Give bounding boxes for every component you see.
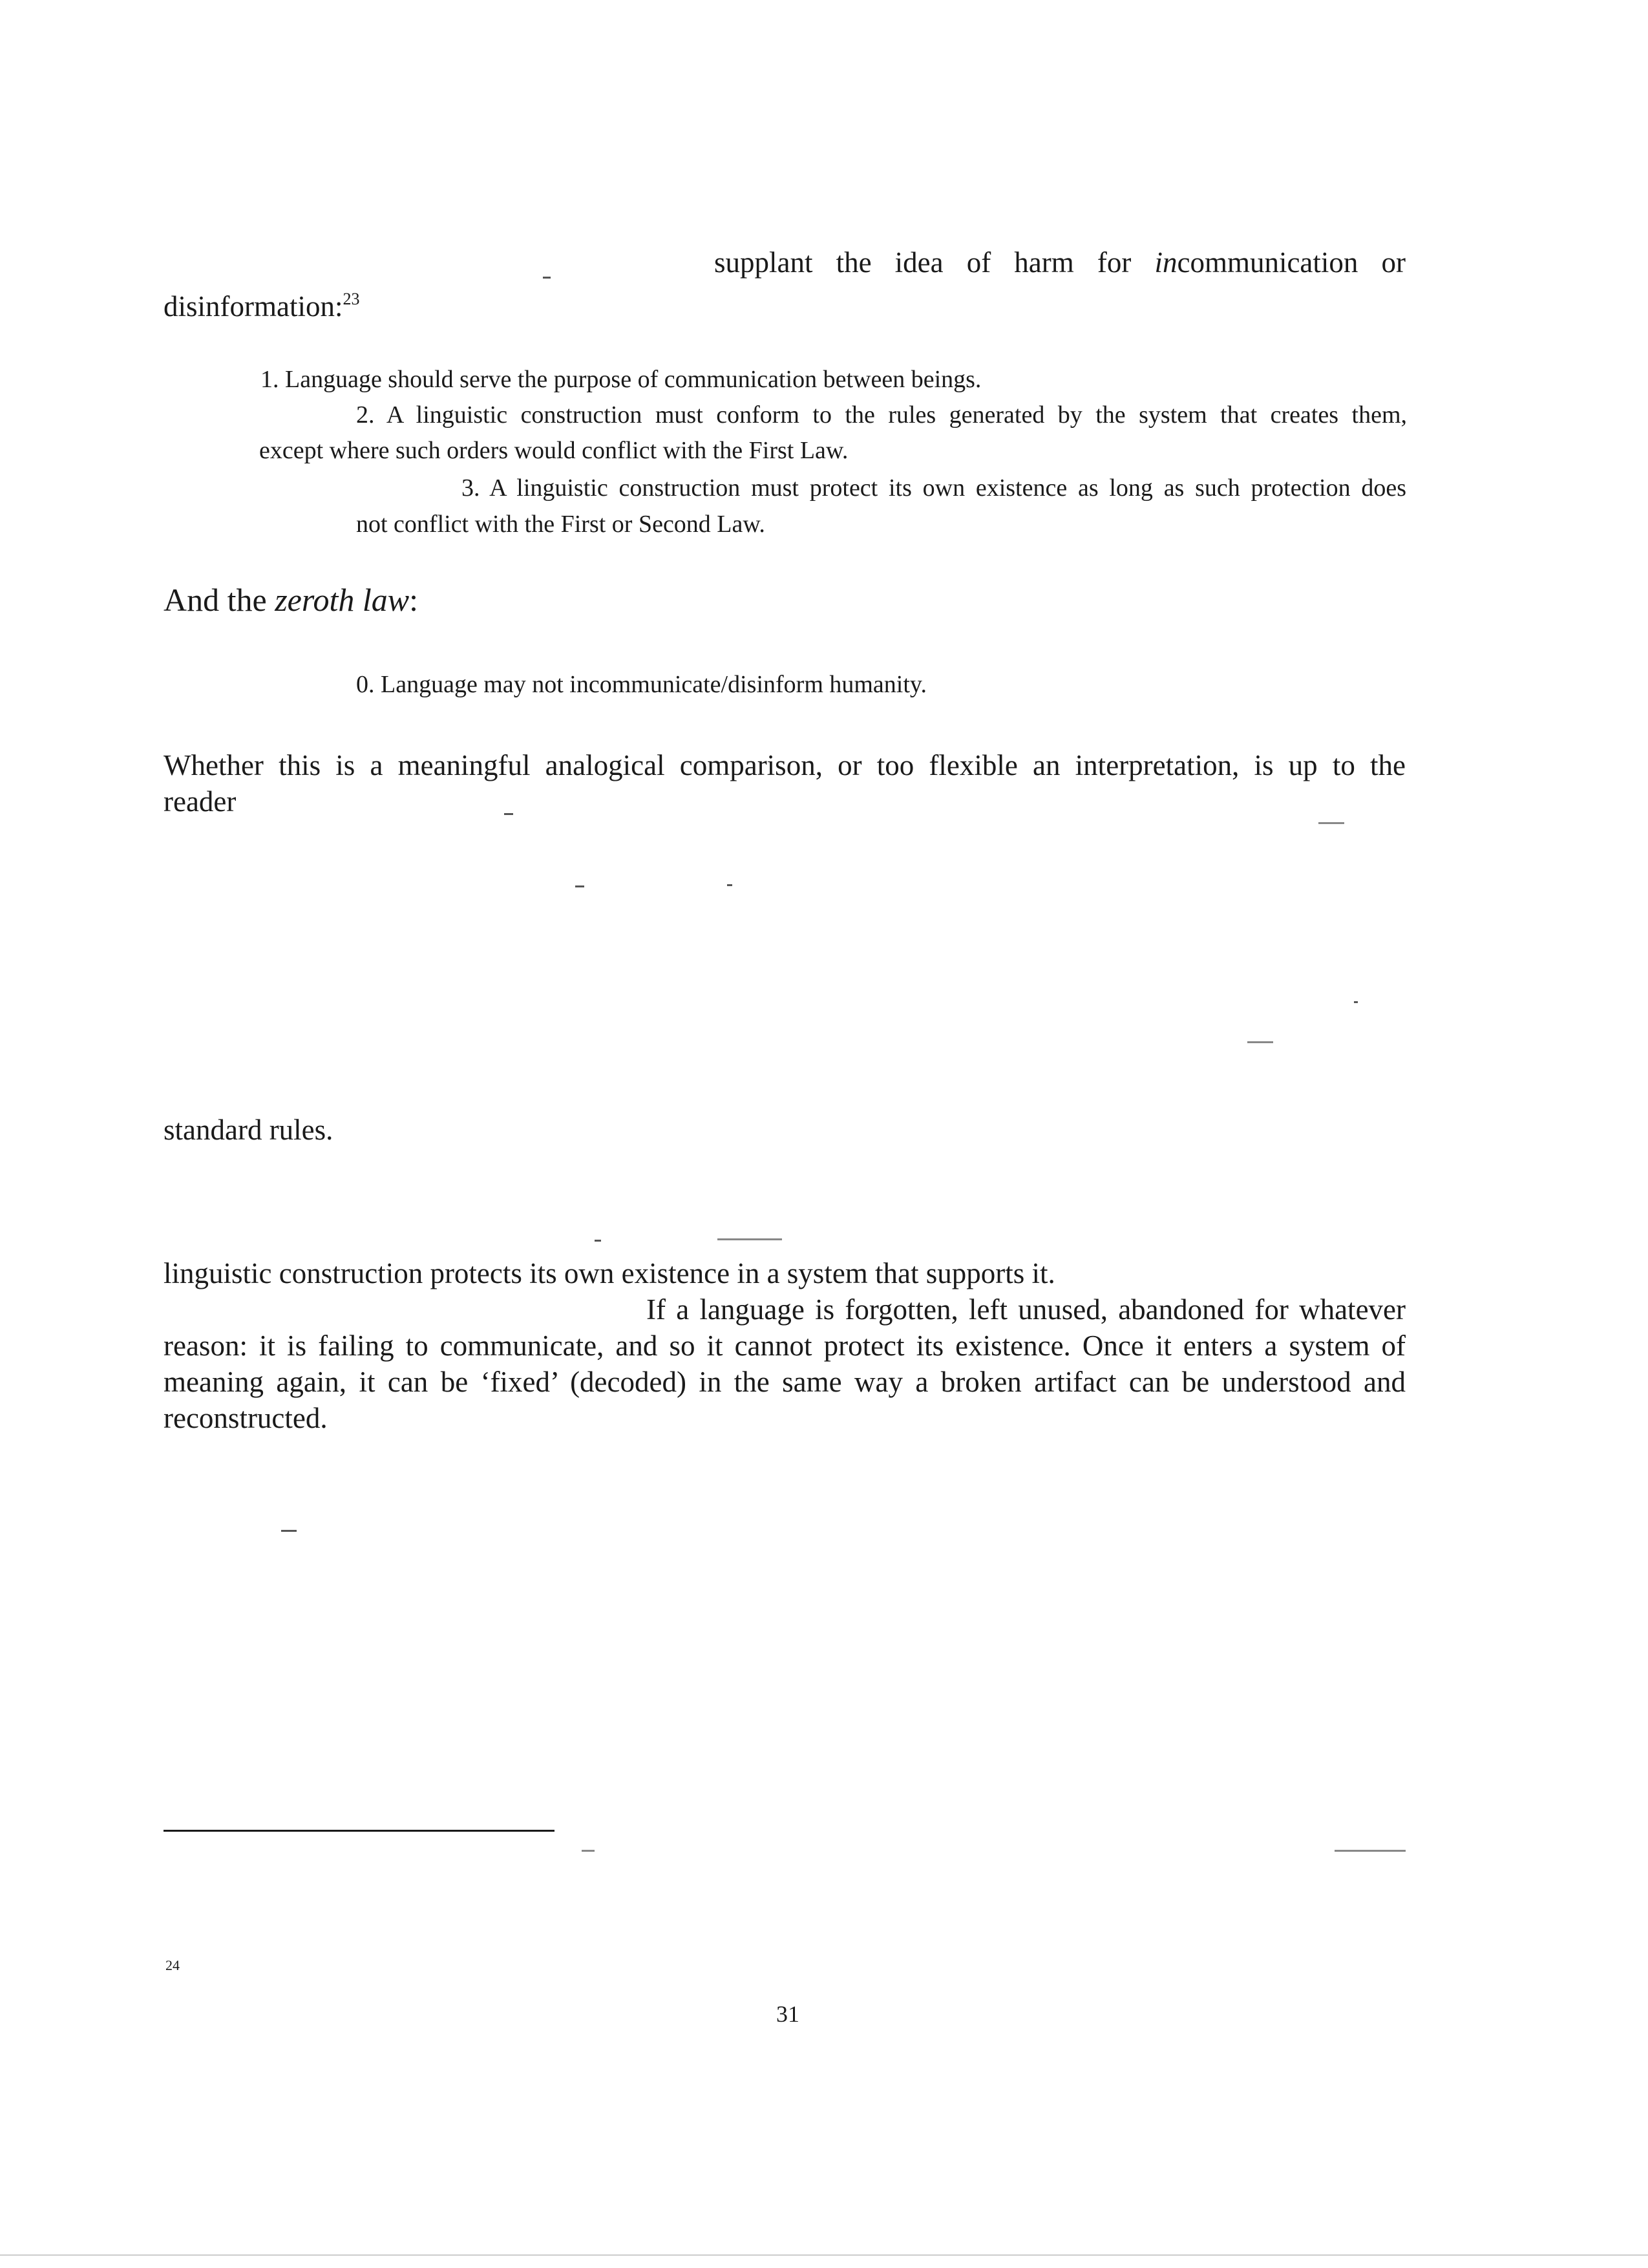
- paragraph-1-line-1: [714, 244, 1406, 281]
- scan-artifact: [1354, 1001, 1358, 1003]
- paragraph-1-word: disinformation:: [164, 290, 343, 323]
- law-1: 1. Language should serve the purpose of communication between beings.: [260, 366, 982, 393]
- law-2-line-1: 2. A linguistic construction must conform to the rules generated by the system that creates them,: [356, 401, 1407, 429]
- footnote-separator: [164, 1830, 555, 1832]
- paragraph-1-italic-prefix: in: [1154, 246, 1178, 279]
- scan-artifact: [543, 277, 551, 279]
- paragraph-4-line-2: If a language is forgotten, left unused, abandoned for whatever: [646, 1293, 1406, 1326]
- law-2-line-2: except where such orders would conflict with the First Law.: [259, 437, 849, 464]
- paragraph-2-line-1: Whether this is a meaningful analogical comparison, or too flexible an interpretation, is up to the: [164, 749, 1406, 781]
- paragraph-2-line-2: reader: [164, 785, 237, 818]
- paragraph-4-line-1: linguistic construction protects its own existence in a system that supports it.: [164, 1257, 1055, 1289]
- law-3-line-1: 3. A linguistic construction must protect its own existence as long as such protection does: [461, 474, 1406, 502]
- paragraph-1-line-2: [164, 288, 359, 324]
- scan-artifact: [1318, 822, 1344, 824]
- zeroth-intro-italic: zeroth law: [275, 582, 410, 618]
- paragraph-3-line-1: standard rules.: [164, 1114, 333, 1146]
- scan-artifact: [0, 2254, 1648, 2256]
- paragraph-1-text: supplant the idea of harm for: [714, 246, 1155, 279]
- page-number: 31: [776, 2001, 799, 2027]
- law-0: 0. Language may not incommunicate/disinform humanity.: [356, 671, 927, 698]
- law-3-line-2: not conflict with the First or Second Law.: [356, 511, 765, 538]
- zeroth-intro-colon: :: [409, 582, 418, 618]
- scan-artifact: [582, 1850, 595, 1852]
- zeroth-law-intro: [164, 580, 418, 619]
- scan-artifact: [595, 1240, 601, 1242]
- scan-artifact: [717, 1238, 782, 1240]
- scan-artifact: [1247, 1041, 1273, 1043]
- scan-artifact: [281, 1530, 297, 1532]
- scan-artifact: [504, 813, 513, 815]
- paragraph-4-line-3: reason: it is failing to communicate, and so it cannot protect its existence. Once it enters a system of: [164, 1330, 1406, 1362]
- paragraph-4-line-5: reconstructed.: [164, 1402, 328, 1434]
- footnote-ref-23: 23: [343, 290, 360, 308]
- scan-artifact: [1335, 1850, 1406, 1852]
- footnote-24-marker: 24: [165, 1957, 180, 1973]
- zeroth-intro-text: And the: [164, 582, 275, 618]
- scan-artifact: [575, 885, 584, 887]
- paragraph-1-text-end: communication or: [1177, 246, 1406, 279]
- scan-artifact: [727, 884, 732, 886]
- paragraph-4-line-4: meaning again, it can be ‘fixed’ (decoded) in the same way a broken artifact can be understood and: [164, 1366, 1406, 1398]
